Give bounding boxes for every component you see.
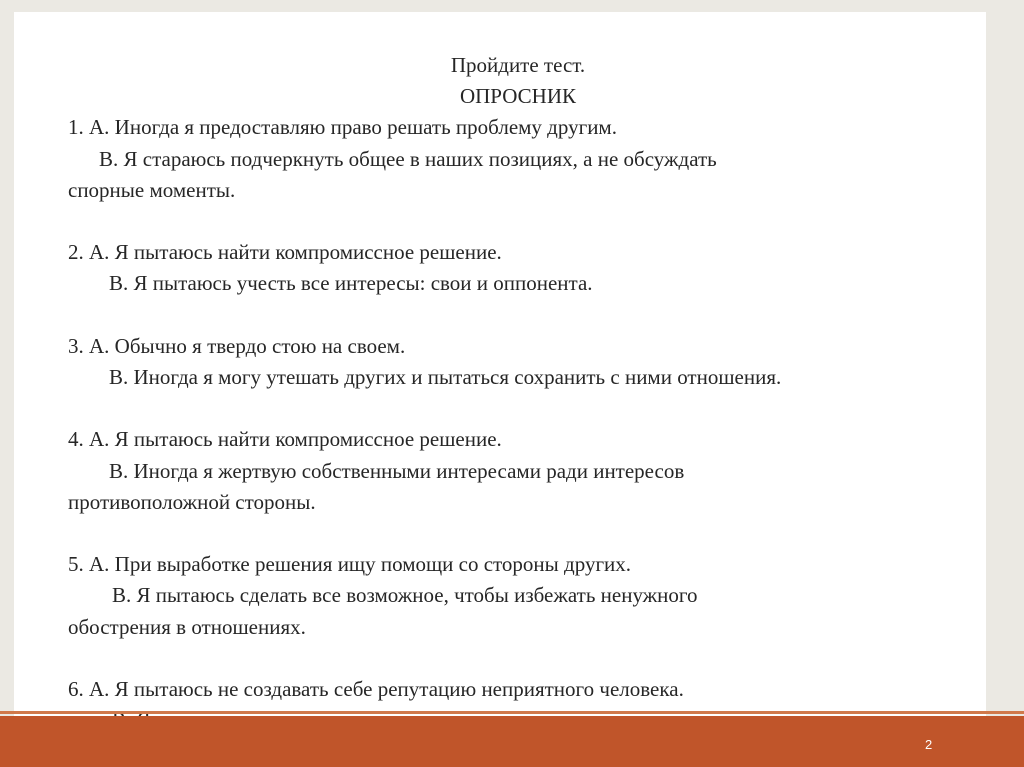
- slide-frame-left: [0, 0, 14, 767]
- page-number: 2: [925, 737, 933, 752]
- question-4-option-a: 4. А. Я пытаюсь найти компромиссное решение.: [68, 427, 502, 452]
- footer-accent-line: [0, 711, 1024, 714]
- slide-frame-right: [986, 0, 1024, 767]
- question-spacer: [68, 206, 968, 237]
- question-5-option-a: 5. А. При выработке решения ищу помощи со стороны других.: [68, 552, 632, 577]
- question-4-option-b: В. Иногда я жертвую собственными интересами ради интересов: [109, 458, 685, 483]
- question-4-option-b-continued: противоположной стороны.: [68, 489, 316, 514]
- question-spacer: [68, 393, 968, 424]
- question-spacer: [68, 300, 968, 331]
- question-spacer: [68, 643, 968, 674]
- question-2-option-a: 2. А. Я пытаюсь найти компромиссное решение.: [68, 240, 502, 265]
- question-spacer: [68, 518, 968, 549]
- question-5-option-b: В. Я пытаюсь сделать все возможное, чтобы избежать ненужного: [112, 583, 698, 608]
- question-3-option-b: В. Иногда я могу утешать других и пытаться сохранить с ними отношения.: [109, 365, 782, 389]
- question-5-option-b-continued: обострения в отношениях.: [68, 614, 306, 639]
- question-2-option-b: В. Я пытаюсь учесть все интересы: свои и оппонента.: [109, 271, 593, 296]
- slide-frame-top: [0, 0, 1024, 12]
- question-1-option-b: В. Я стараюсь подчеркнуть общее в наших позициях, а не обсуждать: [99, 146, 717, 171]
- question-6-option-a: 6. А. Я пытаюсь не создавать себе репутацию неприятного человека.: [68, 676, 684, 701]
- question-3-option-a: 3. А. Обычно я твердо стою на своем.: [68, 333, 406, 358]
- question-1-option-b-continued: спорные моменты.: [68, 177, 236, 202]
- slide-body: [68, 50, 968, 736]
- question-1-option-a: 1. А. Иногда я предоставляю право решать проблему другим.: [68, 115, 617, 140]
- slide-title: Пройдите тест.: [450, 53, 586, 77]
- footer-band: [0, 716, 1024, 767]
- slide-subtitle: ОПРОСНИК: [459, 84, 577, 109]
